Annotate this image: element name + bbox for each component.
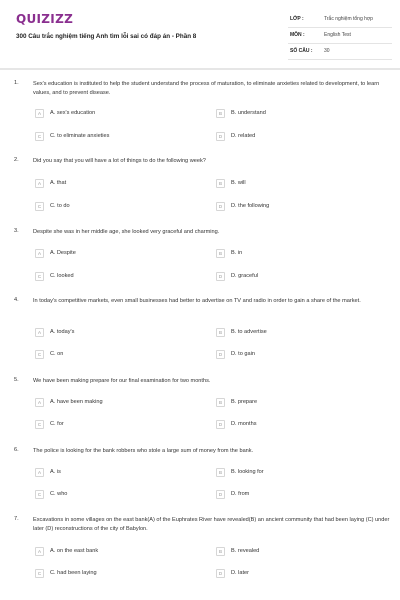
option-text: A. that <box>50 180 67 186</box>
option-text: A. have been making <box>50 399 103 405</box>
option-letter-box: C <box>35 132 44 141</box>
option-b[interactable] <box>216 398 386 410</box>
meta-label: MÔN : <box>290 32 305 38</box>
option-letter-box: B <box>216 547 225 556</box>
option-text: D. months <box>231 421 257 427</box>
option-letter-box: C <box>35 202 44 211</box>
option-b[interactable] <box>216 179 386 191</box>
option-b[interactable] <box>216 249 386 261</box>
option-letter-box: A <box>35 398 44 407</box>
option-text: C. to do <box>50 203 70 209</box>
meta-label: SỐ CÂU : <box>290 48 313 54</box>
option-text: B. understand <box>231 110 266 116</box>
option-text: B. looking for <box>231 469 264 475</box>
option-a[interactable] <box>35 398 205 410</box>
option-b[interactable] <box>216 468 386 480</box>
option-letter-box: A <box>35 109 44 118</box>
option-text: B. prepare <box>231 399 258 405</box>
option-a[interactable] <box>35 249 205 261</box>
option-text: C. on <box>50 351 64 357</box>
option-letter-box: C <box>35 350 44 359</box>
option-letter-box: B <box>216 109 225 118</box>
meta-row-subject <box>288 30 392 44</box>
meta-info-panel <box>288 14 392 62</box>
option-d[interactable] <box>216 350 386 362</box>
option-b[interactable] <box>216 109 386 121</box>
option-c[interactable] <box>35 569 205 581</box>
option-text: D. from <box>231 491 250 497</box>
option-letter-box: B <box>216 468 225 477</box>
meta-label: LỚP : <box>290 16 304 22</box>
option-text: A. is <box>50 469 61 475</box>
meta-value: Trắc nghiệm tổng hợp <box>324 16 373 22</box>
option-b[interactable] <box>216 328 386 340</box>
option-a[interactable] <box>35 547 205 559</box>
question-text: We have been making prepare for our final examination for two months. <box>33 378 211 384</box>
option-a[interactable] <box>35 468 205 480</box>
question-text: Did you say that you will have a lot of things to do the following week? <box>33 158 206 164</box>
option-letter-box: C <box>35 272 44 281</box>
option-text: A. sex's education <box>50 110 96 116</box>
option-d[interactable] <box>216 569 386 581</box>
option-c[interactable] <box>35 490 205 502</box>
option-letter-box: C <box>35 420 44 429</box>
option-text: D. the following <box>231 203 270 209</box>
question-number: 6. <box>14 447 19 453</box>
option-d[interactable] <box>216 132 386 144</box>
meta-value: English Test <box>324 32 351 38</box>
option-letter-box: D <box>216 350 225 359</box>
option-text: C. who <box>50 491 68 497</box>
question-number: 3. <box>14 228 19 234</box>
option-c[interactable] <box>35 202 205 214</box>
option-text: B. revealed <box>231 548 260 554</box>
option-letter-box: A <box>35 249 44 258</box>
option-letter-box: D <box>216 202 225 211</box>
question-text: Sex's education is instituted to help the student understand the process of maturation, to eliminate anxieties related to development, to learn values, and to prevent disease. <box>33 81 380 96</box>
option-letter-box: D <box>216 272 225 281</box>
question-number: 7. <box>14 516 19 522</box>
option-letter-box: D <box>216 490 225 499</box>
option-letter-box: B <box>216 398 225 407</box>
option-text: C. for <box>50 421 64 427</box>
option-letter-box: A <box>35 328 44 337</box>
question-number: 1. <box>14 80 19 86</box>
option-letter-box: C <box>35 569 44 578</box>
question-number: 2. <box>14 157 19 163</box>
option-text: A. today's <box>50 329 75 335</box>
option-text: C. to eliminate anxieties <box>50 133 110 139</box>
option-a[interactable] <box>35 328 205 340</box>
option-text: A. on the east bank <box>50 548 99 554</box>
option-letter-box: D <box>216 420 225 429</box>
meta-row-question-count <box>288 46 392 60</box>
meta-row-class <box>288 14 392 28</box>
option-b[interactable] <box>216 547 386 559</box>
option-text: C. had been laying <box>50 570 97 576</box>
question-text: Excavations in some villages on the east bank(A) of the Euphrates River have revealed(B) an ancient community that had been laying (C) under later (D) reconstructions of the city of Babylon. <box>33 517 390 532</box>
option-d[interactable] <box>216 202 386 214</box>
question-text: Despite she was in her middle age, she looked very graceful and charming. <box>33 229 220 235</box>
option-c[interactable] <box>35 272 205 284</box>
option-letter-box: D <box>216 569 225 578</box>
option-d[interactable] <box>216 420 386 432</box>
option-d[interactable] <box>216 272 386 284</box>
option-letter-box: A <box>35 468 44 477</box>
header-divider <box>0 68 400 70</box>
option-text: D. graceful <box>231 273 259 279</box>
option-c[interactable] <box>35 420 205 432</box>
question-number: 4. <box>14 297 19 303</box>
option-d[interactable] <box>216 490 386 502</box>
option-text: D. related <box>231 133 256 139</box>
option-letter-box: C <box>35 490 44 499</box>
option-letter-box: B <box>216 249 225 258</box>
option-text: C. looked <box>50 273 74 279</box>
option-letter-box: D <box>216 132 225 141</box>
quizizz-logo: QUIZIZZ <box>16 12 74 26</box>
option-a[interactable] <box>35 179 205 191</box>
option-c[interactable] <box>35 132 205 144</box>
option-text: B. to advertise <box>231 329 267 335</box>
page-title: 300 Câu trắc nghiệm tiếng Anh tìm lỗi sai có đáp án - Phần 8 <box>16 33 197 40</box>
question-text: The police is looking for the bank robbers who stole a large sum of money from the bank. <box>33 448 254 454</box>
option-letter-box: B <box>216 328 225 337</box>
question-number: 5. <box>14 377 19 383</box>
option-text: B. in <box>231 250 243 256</box>
option-text: B. will <box>231 180 246 186</box>
option-a[interactable] <box>35 109 205 121</box>
question-text: In today's competitive markets, even small businesses had better to advertise on TV and radio in order to gain a share of the market. <box>33 298 361 304</box>
option-c[interactable] <box>35 350 205 362</box>
option-letter-box: A <box>35 179 44 188</box>
meta-value: 30 <box>324 48 330 54</box>
option-text: A. Despite <box>50 250 76 256</box>
option-text: D. to gain <box>231 351 255 357</box>
option-letter-box: B <box>216 179 225 188</box>
option-letter-box: A <box>35 547 44 556</box>
document-header <box>0 0 400 66</box>
option-text: D. later <box>231 570 250 576</box>
